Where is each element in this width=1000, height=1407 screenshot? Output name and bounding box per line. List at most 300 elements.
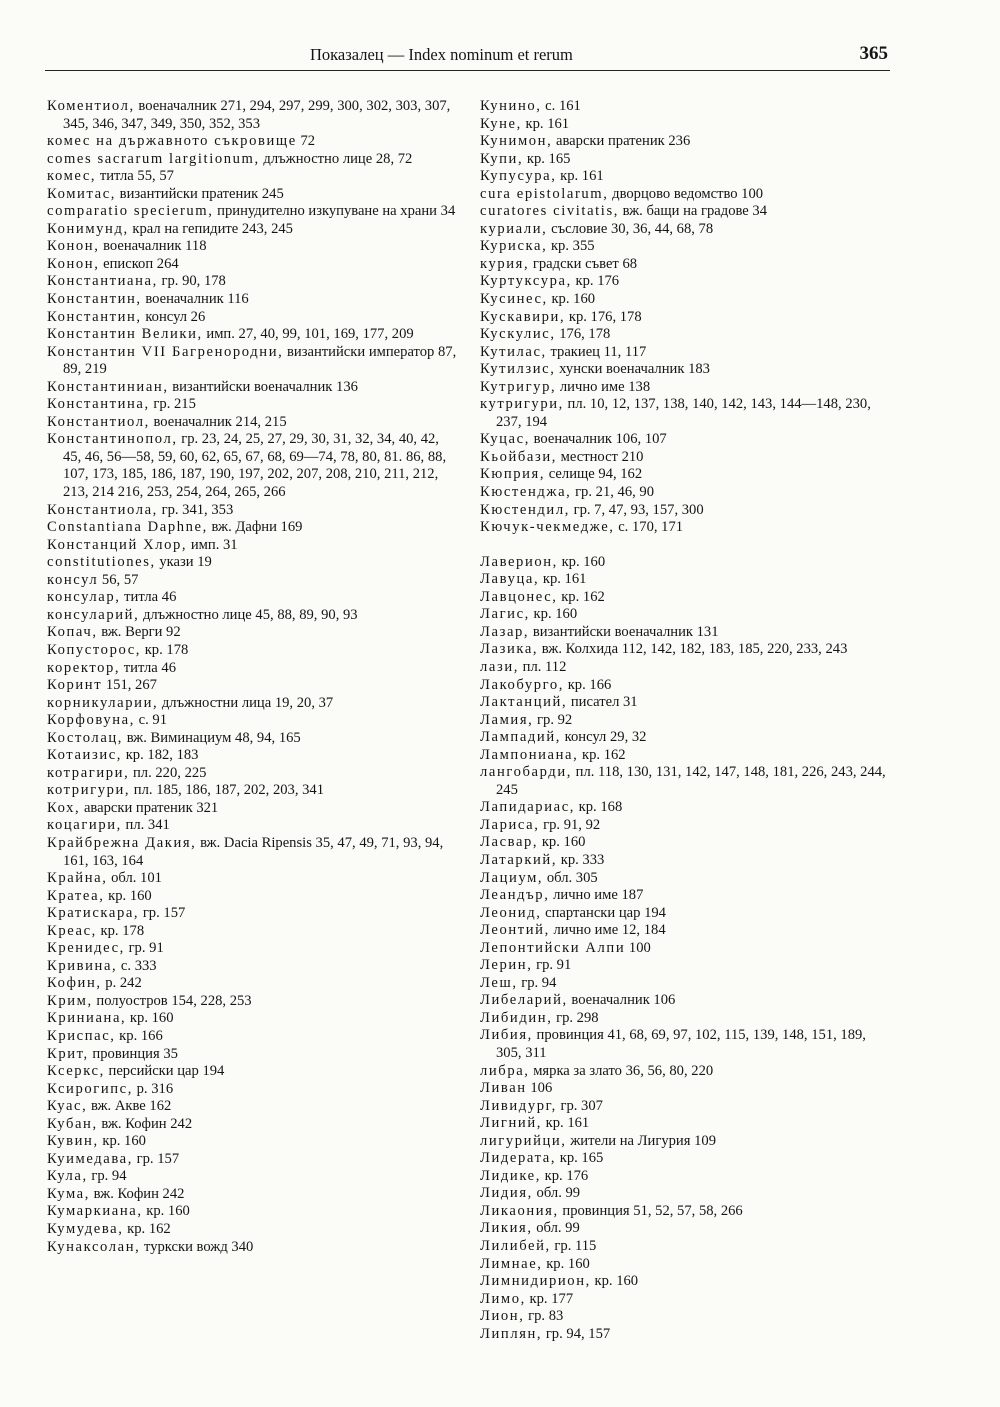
- index-entry: [47, 589, 459, 607]
- index-entry: [47, 993, 459, 1011]
- entry-headword: Кривина,: [47, 957, 118, 974]
- entry-text: военачалник 271, 294, 297, 299, 300, 302, 303, 307, 345, 346, 347, 349, 350, 352, 353: [63, 98, 451, 132]
- entry-text: кр. 333: [557, 851, 605, 868]
- entry-text: гр. 23, 24, 25, 27, 29, 30, 31, 32, 34, 40, 42, 45, 46, 56—58, 59, 60, 62, 65, 67, 68, 69—74, 78, 80, 81. 86, 88, 107, 173, 185, 186, 187, 190, 197, 202, 207, 208, 210, 211, 212, 213, 214 216, 253, 254, 264, 265, 266: [63, 431, 447, 501]
- index-entry: [480, 151, 892, 169]
- index-entry: [480, 361, 892, 379]
- entry-headword: comes sacrarum largitionum,: [47, 150, 260, 167]
- entry-text: гр. 7, 47, 93, 157, 300: [569, 501, 704, 518]
- entry-text: кр. 355: [547, 238, 595, 255]
- entry-text: кр. 160: [142, 1203, 190, 1220]
- entry-text: обл. 101: [107, 870, 162, 887]
- entry-headword: Лерин,: [480, 957, 533, 974]
- index-entry: [480, 764, 892, 799]
- entry-text: кр. 161: [521, 115, 570, 132]
- index-entry: [47, 782, 459, 800]
- entry-text: провинция 41, 68, 69, 97, 102, 115, 139, 148, 151, 189, 305, 311: [496, 1027, 866, 1061]
- entry-headword: Константин,: [47, 308, 142, 325]
- entry-text: крал на гепидите 243, 245: [128, 220, 293, 237]
- entry-headword: Constantiana Daphne,: [47, 519, 208, 536]
- entry-headword: Кубан,: [47, 1115, 98, 1132]
- index-entry: [47, 291, 459, 309]
- entry-text: провинция 51, 52, 57, 58, 266: [558, 1202, 743, 1219]
- entry-text: вж. Кофин 242: [90, 1185, 185, 1202]
- entry-headword: Коментиол,: [47, 98, 135, 114]
- entry-text: кр. 178: [96, 922, 145, 939]
- index-entry: [480, 677, 892, 695]
- entry-headword: Кунаксолан,: [47, 1238, 141, 1255]
- entry-text: полуостров 154, 228, 253: [92, 992, 252, 1009]
- entry-headword: Кутилас,: [480, 343, 547, 360]
- index-entry: [47, 151, 459, 169]
- entry-headword: comparatio specierum,: [47, 203, 214, 220]
- entry-text: спартански цар 194: [541, 904, 666, 921]
- entry-headword: Леонид,: [480, 904, 542, 921]
- entry-text: гр. 157: [133, 1150, 180, 1167]
- entry-text: гр. 215: [149, 396, 196, 413]
- entry-text: военачалник 214, 215: [149, 413, 287, 430]
- entry-headword: Лампониана,: [480, 746, 579, 763]
- entry-headword: Константин VII Багренородни,: [47, 343, 284, 360]
- index-entry: [47, 958, 459, 976]
- entry-text: кр. 176, 178: [565, 308, 642, 325]
- index-entry: [480, 519, 892, 537]
- entry-headword: Купи,: [480, 150, 524, 167]
- entry-headword: Либидин,: [480, 1009, 553, 1026]
- entry-headword: Куас,: [47, 1098, 88, 1115]
- index-entry: [480, 712, 892, 730]
- entry-headword: Либеларий,: [480, 992, 568, 1009]
- entry-headword: Лидике,: [480, 1167, 541, 1184]
- entry-text: дворцово ведомство 100: [608, 185, 764, 202]
- entry-headword: Константиана,: [47, 273, 158, 290]
- index-entry: [480, 291, 892, 309]
- index-entry: [480, 203, 892, 221]
- entry-headword: куриали,: [480, 220, 548, 237]
- index-entry: [480, 641, 892, 659]
- entry-text: кр. 168: [575, 799, 623, 816]
- index-entry: [47, 98, 459, 133]
- entry-text: кр. 161: [556, 168, 604, 185]
- entry-headword: Кускулис,: [480, 326, 556, 343]
- index-entry: [480, 484, 892, 502]
- index-entry: [47, 414, 459, 432]
- index-entry: [480, 186, 892, 204]
- entry-text: пл. 341: [121, 817, 170, 834]
- header-rule: [45, 70, 890, 71]
- entry-headword: constitutiones,: [47, 554, 156, 571]
- entry-text: гр. 94, 157: [542, 1325, 611, 1342]
- entry-headword: Ксирогипс,: [47, 1080, 133, 1097]
- entry-text: епископ 264: [99, 255, 179, 272]
- index-entry: [47, 238, 459, 256]
- entry-text: провинция 35: [88, 1045, 178, 1062]
- entry-text: съсловие 30, 36, 44, 68, 78: [547, 220, 714, 237]
- index-entry: [47, 1046, 459, 1064]
- entry-headword: Ламия,: [480, 711, 534, 728]
- entry-headword: Куне,: [480, 115, 522, 132]
- index-entry: [47, 168, 459, 186]
- index-entry: [480, 379, 892, 397]
- entry-headword: курия,: [480, 255, 530, 272]
- entry-text: с. 170, 171: [614, 519, 684, 536]
- entry-headword: Константин,: [47, 291, 142, 308]
- entry-text: гр. 94: [517, 974, 557, 991]
- index-entry: [47, 519, 459, 537]
- entry-text: гр. 157: [139, 905, 186, 922]
- entry-headword: Кючук-чекмедже,: [480, 519, 615, 536]
- entry-headword: Кюстенджа,: [480, 484, 572, 501]
- entry-text: византийски военачалник 131: [529, 623, 719, 640]
- entry-headword: Копач,: [47, 624, 98, 641]
- entry-text: военачалник 106: [567, 992, 676, 1009]
- entry-headword: Кумаркиана,: [47, 1203, 143, 1220]
- index-entry: [480, 256, 892, 274]
- index-entry: [480, 1150, 892, 1168]
- index-entry: [47, 888, 459, 906]
- index-entry: [480, 694, 892, 712]
- entry-text: градски съвет 68: [529, 255, 638, 272]
- entry-headword: Ливан: [480, 1080, 527, 1097]
- entry-headword: Кунино,: [480, 98, 542, 114]
- entry-headword: Копусторос,: [47, 641, 142, 658]
- entry-headword: curatores civitatis,: [480, 203, 619, 220]
- index-entry: [47, 344, 459, 379]
- entry-headword: комес,: [47, 168, 97, 185]
- index-entry: [480, 238, 892, 256]
- entry-text: кр. 162: [557, 588, 605, 605]
- entry-text: лично име 187: [549, 887, 644, 904]
- entry-text: с. 333: [117, 957, 157, 974]
- entry-text: гр. 91, 92: [539, 816, 601, 833]
- entry-text: вж. Виминациум 48, 94, 165: [123, 729, 301, 746]
- entry-text: военачалник 106, 107: [529, 431, 667, 448]
- entry-text: пл. 185, 186, 187, 202, 203, 341: [130, 782, 325, 799]
- entry-text: лично име 138: [556, 378, 651, 395]
- entry-headword: Лампадий,: [480, 729, 561, 746]
- index-entry: [480, 1238, 892, 1256]
- entry-text: кр. 161: [539, 571, 587, 588]
- index-entry: [480, 1168, 892, 1186]
- index-entry: [47, 186, 459, 204]
- entry-text: с. 91: [134, 712, 168, 729]
- entry-headword: Либия,: [480, 1027, 533, 1044]
- entry-text: длъжностно лице 28, 72: [259, 150, 413, 167]
- left-column: [47, 98, 459, 1256]
- entry-headword: Куимедава,: [47, 1150, 133, 1167]
- index-entry: [480, 571, 892, 589]
- entry-headword: Константиол,: [47, 413, 150, 430]
- entry-text: кр. 166: [115, 1027, 163, 1044]
- entry-text: 100: [625, 939, 651, 956]
- entry-headword: кутригури,: [480, 396, 564, 413]
- index-entry: [47, 221, 459, 239]
- entry-headword: Кумудева,: [47, 1221, 124, 1237]
- index-entry: [480, 747, 892, 765]
- entry-headword: Крит,: [47, 1045, 89, 1062]
- index-entry: [480, 992, 892, 1010]
- entry-text: гр. 94: [87, 1168, 127, 1185]
- index-entry: [480, 1256, 892, 1274]
- index-entry: [480, 273, 892, 291]
- entry-headword: Крим,: [47, 992, 93, 1009]
- entry-headword: Лигний,: [480, 1115, 542, 1132]
- entry-headword: Кьойбази,: [480, 448, 558, 465]
- entry-text: хунски военачалник 183: [555, 361, 710, 378]
- entry-text: пл. 10, 12, 137, 138, 140, 142, 143, 144—148, 230, 237, 194: [496, 396, 871, 430]
- entry-text: кр. 166: [564, 676, 612, 693]
- entry-headword: Кутилзис,: [480, 361, 556, 378]
- entry-text: имп. 27, 40, 99, 101, 169, 177, 209: [202, 326, 414, 343]
- index-entry: [480, 1185, 892, 1203]
- entry-headword: Кюстендил,: [480, 501, 570, 518]
- entry-text: с. 161: [541, 98, 581, 114]
- index-entry: [480, 905, 892, 923]
- right-column: [480, 98, 892, 1343]
- index-entry: [47, 1010, 459, 1028]
- index-entry: [480, 221, 892, 239]
- entry-text: мярка за злато 36, 56, 80, 220: [529, 1062, 714, 1079]
- index-entry: [47, 537, 459, 555]
- entry-text: кр. 161: [541, 1115, 590, 1132]
- entry-text: кр. 160: [529, 606, 578, 623]
- entry-text: кр. 176: [571, 273, 620, 290]
- entry-text: гр. 115: [550, 1238, 597, 1254]
- entry-headword: Липлян,: [480, 1325, 543, 1342]
- entry-text: кр. 177: [525, 1290, 574, 1307]
- entry-headword: Кратеа,: [47, 887, 105, 904]
- entry-headword: коцагири,: [47, 817, 122, 834]
- entry-text: вж. Dacia Ripensis 35, 47, 49, 71, 93, 94, 161, 163, 164: [63, 834, 444, 869]
- entry-headword: комес на държавното съкровище: [47, 133, 297, 150]
- entry-text: вж. Акве 162: [87, 1098, 172, 1115]
- index-entry: [47, 624, 459, 642]
- index-entry: [47, 975, 459, 993]
- entry-headword: Кускавири,: [480, 308, 566, 325]
- entry-text: кр. 160: [104, 887, 152, 904]
- entry-text: гр. 90, 178: [157, 273, 226, 290]
- index-entry: [480, 1115, 892, 1133]
- entry-text: р. 316: [132, 1080, 174, 1097]
- index-entry: [47, 309, 459, 327]
- index-entry: [47, 730, 459, 748]
- entry-headword: Константина,: [47, 396, 150, 413]
- index-entry: [47, 1203, 459, 1221]
- entry-headword: лази,: [480, 658, 519, 675]
- entry-headword: Лагис,: [480, 606, 530, 623]
- entry-text: обл. 99: [532, 1185, 581, 1202]
- entry-headword: лангобарди,: [480, 764, 572, 781]
- entry-text: длъжностни лица 19, 20, 37: [158, 694, 334, 711]
- index-entry: [47, 940, 459, 958]
- entry-headword: Леонтий,: [480, 922, 550, 939]
- entry-headword: Кратискара,: [47, 905, 140, 922]
- entry-headword: Кунимон,: [480, 133, 553, 150]
- index-entry: [480, 834, 892, 852]
- index-entry: [47, 1221, 459, 1239]
- entry-text: 176, 178: [555, 326, 611, 343]
- entry-headword: Костолац,: [47, 729, 124, 746]
- entry-headword: Креас,: [47, 922, 97, 939]
- entry-headword: Лепонтийски Алпи: [480, 939, 626, 956]
- index-entry: [480, 116, 892, 134]
- entry-headword: Кофин,: [47, 975, 102, 992]
- entry-headword: Лариса,: [480, 816, 540, 833]
- entry-headword: Корфовуна,: [47, 712, 135, 729]
- entry-headword: Ликаония,: [480, 1202, 559, 1219]
- entry-text: вж. Верги 92: [97, 624, 181, 641]
- index-entry: [47, 1063, 459, 1081]
- index-entry: [480, 922, 892, 940]
- entry-headword: лигурийци,: [480, 1132, 567, 1149]
- entry-headword: Куртуксура,: [480, 273, 572, 290]
- index-entry: [480, 1273, 892, 1291]
- entry-headword: Константин Велики,: [47, 326, 203, 343]
- entry-text: длъжностно лице 45, 88, 89, 90, 93: [139, 606, 358, 623]
- index-entry: [480, 1133, 892, 1151]
- entry-text: обл. 305: [543, 869, 598, 886]
- entry-headword: Кума,: [47, 1185, 91, 1202]
- entry-headword: Лимнае,: [480, 1255, 543, 1272]
- index-entry: [480, 1027, 892, 1062]
- entry-headword: Крайбрежна Дакия,: [47, 834, 197, 851]
- entry-text: жители на Лигурия 109: [566, 1132, 716, 1149]
- index-entry: [480, 396, 892, 431]
- index-entry: [480, 431, 892, 449]
- entry-text: кр. 160: [538, 834, 586, 851]
- entry-text: вж. Колхида 112, 142, 182, 183, 185, 220, 233, 243: [538, 641, 848, 658]
- entry-headword: Конон,: [47, 255, 100, 272]
- index-entry: [47, 133, 459, 151]
- index-entry: [480, 940, 892, 958]
- entry-text: обл. 99: [532, 1220, 580, 1237]
- index-entry: [47, 1186, 459, 1204]
- entry-headword: Константиниан,: [47, 378, 169, 395]
- entry-text: кр. 160: [590, 1273, 639, 1290]
- entry-text: гр. 92: [533, 711, 573, 728]
- index-entry: [47, 923, 459, 941]
- entry-text: лично име 12, 184: [549, 922, 666, 939]
- index-entry: [480, 870, 892, 888]
- index-entry: [47, 273, 459, 291]
- index-entry: [47, 712, 459, 730]
- index-entry: [47, 695, 459, 713]
- entry-text: р. 242: [101, 975, 142, 992]
- entry-headword: Лимо,: [480, 1290, 526, 1307]
- index-entry: [47, 660, 459, 678]
- page-number: 365: [859, 43, 888, 64]
- entry-text: кр. 160: [98, 1133, 146, 1150]
- index-entry: [47, 905, 459, 923]
- index-entry: [47, 817, 459, 835]
- index-entry: [47, 607, 459, 625]
- entry-headword: котрагири,: [47, 764, 130, 781]
- index-entry: [47, 765, 459, 783]
- index-entry: [480, 309, 892, 327]
- index-entry: [480, 606, 892, 624]
- entry-text: вж. Дафни 169: [207, 519, 303, 536]
- entry-text: укази 19: [155, 554, 212, 571]
- entry-text: кр. 176: [541, 1167, 589, 1184]
- index-entry: [47, 502, 459, 520]
- entry-headword: Лапидариас,: [480, 799, 576, 816]
- entry-headword: Лидерата,: [480, 1150, 557, 1167]
- index-entry: [480, 554, 892, 572]
- index-entry: [480, 589, 892, 607]
- index-entry: [47, 800, 459, 818]
- index-entry: [480, 449, 892, 467]
- entry-headword: Крайна,: [47, 870, 108, 887]
- entry-headword: Кусинес,: [480, 291, 548, 308]
- entry-headword: Констанций Хлор,: [47, 536, 188, 553]
- entry-text: титла 46: [120, 659, 177, 676]
- entry-headword: Криспас,: [47, 1027, 116, 1044]
- index-entry: [47, 554, 459, 572]
- entry-text: 106: [526, 1080, 553, 1097]
- index-entry: [47, 747, 459, 765]
- entry-headword: Лациум,: [480, 869, 544, 886]
- entry-text: селище 94, 162: [545, 466, 643, 483]
- entry-headword: Константиола,: [47, 501, 158, 518]
- entry-text: 151, 267: [102, 677, 157, 694]
- entry-headword: Ликия,: [480, 1220, 533, 1237]
- entry-headword: Комитас,: [47, 185, 117, 202]
- entry-headword: Лавуца,: [480, 571, 540, 588]
- entry-headword: консулар,: [47, 589, 121, 606]
- entry-text: кр. 160: [557, 553, 606, 570]
- entry-headword: корникуларии,: [47, 694, 159, 711]
- entry-text: военачалник 118: [99, 238, 207, 255]
- index-entry: [480, 852, 892, 870]
- entry-text: принудително изкупуване на храни 34: [213, 203, 456, 220]
- entry-headword: cura epistolarum,: [480, 185, 609, 202]
- entry-text: 72: [296, 133, 316, 150]
- index-entry: [47, 1151, 459, 1169]
- entry-headword: Лаверион,: [480, 553, 558, 570]
- entry-headword: Ласвар,: [480, 834, 539, 851]
- index-entry: [480, 1308, 892, 1326]
- entry-headword: Кренидес,: [47, 940, 125, 957]
- index-entry: [480, 729, 892, 747]
- entry-headword: Лакобурго,: [480, 676, 565, 693]
- index-entry: [480, 957, 892, 975]
- entry-text: титла 55, 57: [96, 168, 174, 185]
- index-entry: [47, 1168, 459, 1186]
- index-entry: [480, 1203, 892, 1221]
- index-entry: [480, 624, 892, 642]
- running-header: [45, 44, 890, 68]
- index-entry: [480, 1098, 892, 1116]
- entry-headword: Ксеркс,: [47, 1063, 105, 1080]
- entry-text: византийски военачалник 136: [168, 378, 358, 395]
- entry-headword: Латаркий,: [480, 851, 558, 868]
- entry-text: пл. 118, 130, 131, 142, 147, 148, 181, 226, 243, 244, 245: [496, 764, 886, 798]
- entry-text: вж. бащи на градове 34: [618, 203, 768, 220]
- entry-headword: Куцас,: [480, 431, 530, 448]
- index-entry: [480, 887, 892, 905]
- index-entry: [480, 1326, 892, 1344]
- index-entry: [480, 1291, 892, 1309]
- entry-text: местност 210: [557, 448, 644, 465]
- entry-text: консул 29, 32: [561, 729, 647, 746]
- entry-headword: Криниана,: [47, 1010, 127, 1027]
- entry-headword: Купусура,: [480, 168, 557, 185]
- entry-text: пл. 220, 225: [129, 764, 207, 781]
- index-entry: [47, 1028, 459, 1046]
- index-entry: [480, 1010, 892, 1028]
- entry-headword: Кох,: [47, 799, 81, 816]
- index-entry: [47, 572, 459, 590]
